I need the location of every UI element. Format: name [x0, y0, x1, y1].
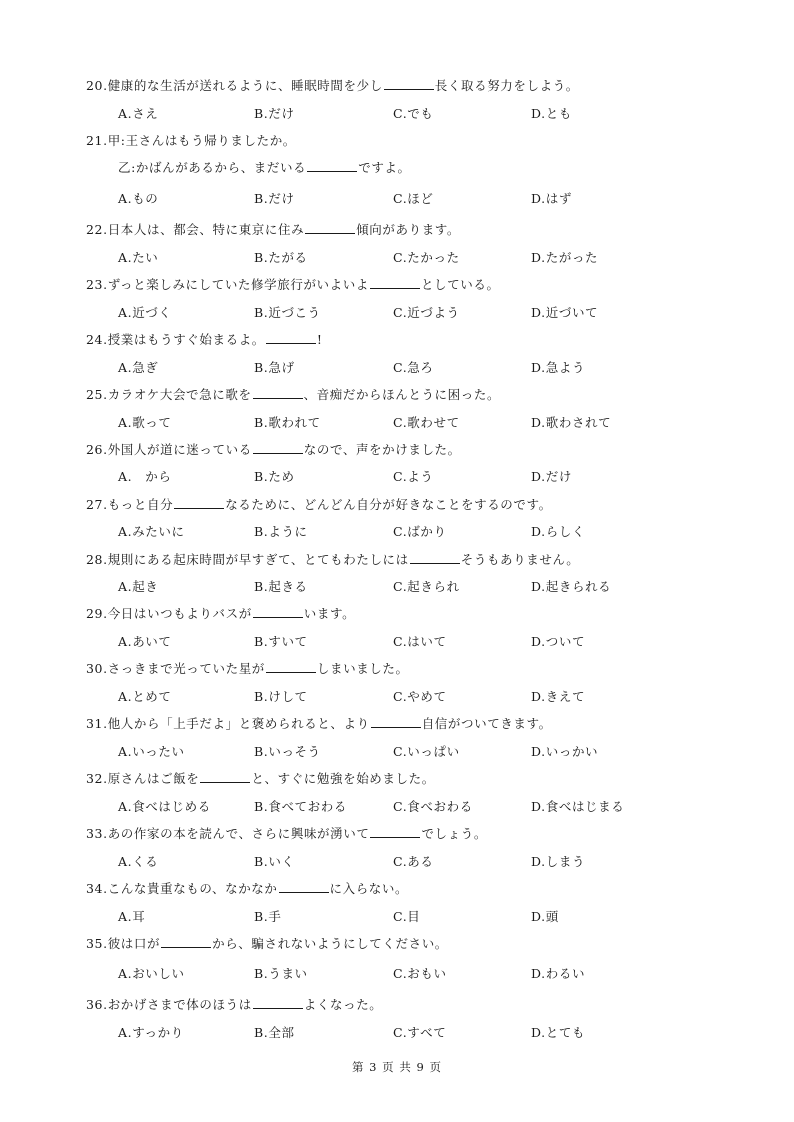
question-31: 31.他人から「上手だよ」と褒められると、より 自信がついてきます。 — [86, 716, 552, 731]
question-25: 25.カラオケ大会で急に歌を 、音痴だからほんとうに困った。 — [86, 387, 501, 402]
option-a: A. から — [118, 469, 172, 484]
option-b: B.すいて — [254, 634, 308, 649]
option-c: C.いっぱい — [393, 744, 460, 759]
option-c: C.ある — [393, 854, 434, 869]
option-d: D.とも — [531, 106, 572, 121]
question-28: 28.規則にある起床時間が早すぎて、とてもわたしには そうもありません。 — [86, 552, 580, 567]
options-23 — [118, 305, 738, 321]
answer-blank — [200, 771, 250, 783]
option-d: D.はず — [531, 191, 572, 206]
options-33 — [118, 854, 738, 870]
options-32 — [118, 799, 738, 815]
answer-blank — [266, 661, 316, 673]
option-c: C.よう — [393, 469, 434, 484]
answer-blank — [370, 826, 420, 838]
option-d: D.急よう — [531, 360, 586, 375]
option-a: A.くる — [118, 854, 159, 869]
question-23: 23.ずっと楽しみにしていた修学旅行がいよいよ としている。 — [86, 277, 500, 292]
option-b: B.手 — [254, 909, 282, 924]
option-d: D.歌わされて — [531, 415, 612, 430]
option-d: D.わるい — [531, 966, 586, 981]
answer-blank — [253, 387, 303, 399]
option-c: C.近づよう — [393, 305, 460, 320]
answer-blank — [266, 332, 316, 344]
options-29 — [118, 634, 738, 650]
option-d: D.食べはじまる — [531, 799, 625, 814]
option-a: A.おいしい — [118, 966, 185, 981]
option-c: C.やめて — [393, 689, 447, 704]
question-36: 36.おかげさまで体のほうは よくなった。 — [86, 997, 383, 1012]
option-b: B.だけ — [254, 106, 295, 121]
option-c: C.でも — [393, 106, 434, 121]
option-a: A.もの — [118, 191, 159, 206]
answer-blank — [174, 497, 224, 509]
option-a: A.食べはじめる — [118, 799, 211, 814]
options-27 — [118, 524, 738, 540]
option-c: C.起きられ — [393, 579, 460, 594]
option-b: B.近づこう — [254, 305, 321, 320]
option-c: C.たかった — [393, 250, 460, 265]
option-a: A.すっかり — [118, 1025, 184, 1040]
option-d: D.いっかい — [531, 744, 599, 759]
answer-blank — [161, 936, 211, 948]
question-26: 26.外国人が道に迷っている なので、声をかけました。 — [86, 442, 461, 457]
option-d: D.らしく — [531, 524, 586, 539]
answer-blank — [371, 716, 421, 728]
option-b: B.ように — [254, 524, 308, 539]
answer-blank — [253, 442, 303, 454]
option-c: C.すべて — [393, 1025, 447, 1040]
option-b: B.いく — [254, 854, 295, 869]
option-d: D.近づいて — [531, 305, 599, 320]
question-21-reply: 乙:かばんがあるから、まだいる ですよ。 — [118, 160, 411, 175]
question-29: 29.今日はいつもよりバスが います。 — [86, 606, 356, 621]
question-32: 32.原さんはご飯を と、すぐに勉強を始めました。 — [86, 771, 435, 786]
options-34 — [118, 909, 738, 925]
question-24: 24.授業はもうすぐ始まるよ。 ! — [86, 332, 323, 347]
option-a: A.とめて — [118, 689, 172, 704]
option-b: B.起きる — [254, 579, 308, 594]
answer-blank — [410, 552, 460, 564]
option-b: B.だけ — [254, 191, 295, 206]
option-a: A.みたいに — [118, 524, 185, 539]
option-b: B.歌われて — [254, 415, 321, 430]
answer-blank — [305, 222, 355, 234]
question-33: 33.あの作家の本を読んで、さらに興味が湧いて でしょう。 — [86, 826, 487, 841]
option-b: B.たがる — [254, 250, 308, 265]
option-c: C.目 — [393, 909, 421, 924]
option-a: A.起き — [118, 579, 159, 594]
option-d: D.だけ — [531, 469, 572, 484]
option-c: C.ほど — [393, 191, 434, 206]
option-c: C.歌わせて — [393, 415, 460, 430]
question-30: 30.さっきまで光っていた星が しまいました。 — [86, 661, 409, 676]
option-c: C.急ろ — [393, 360, 434, 375]
question-22: 22.日本人は、都会、特に東京に住み 傾向があります。 — [86, 222, 461, 237]
page-footer: 第 3 页 共 9 页 — [352, 1060, 442, 1074]
option-a: A.さえ — [118, 106, 159, 121]
question-35: 35.彼は口が から、騙されないようにしてください。 — [86, 936, 448, 951]
option-d: D.しまう — [531, 854, 586, 869]
option-a: A.耳 — [118, 909, 146, 924]
option-d: D.とても — [531, 1025, 586, 1040]
option-b: B.食べておわる — [254, 799, 347, 814]
option-b: B.全部 — [254, 1025, 295, 1040]
question-27: 27.もっと自分 なるために、どんどん自分が好きなことをするのです。 — [86, 497, 552, 512]
options-20 — [118, 106, 738, 122]
option-d: D.起きられる — [531, 579, 612, 594]
options-30 — [118, 689, 738, 705]
answer-blank — [370, 277, 420, 289]
option-d: D.ついて — [531, 634, 586, 649]
answer-blank — [307, 160, 357, 172]
answer-blank — [253, 997, 303, 1009]
question-34: 34.こんな貴重なもの、なかなか に入らない。 — [86, 881, 409, 896]
option-a: A.あいて — [118, 634, 172, 649]
question-21: 21.甲:王さんはもう帰りましたか。 — [86, 133, 296, 148]
options-36 — [118, 1025, 738, 1041]
option-d: D.たがった — [531, 250, 599, 265]
option-c: C.はいて — [393, 634, 447, 649]
option-b: B.けして — [254, 689, 308, 704]
options-22 — [118, 250, 738, 266]
options-26 — [118, 469, 738, 485]
option-b: B.うまい — [254, 966, 308, 981]
option-b: B.いっそう — [254, 744, 321, 759]
options-24 — [118, 360, 738, 376]
option-a: A.急ぎ — [118, 360, 159, 375]
options-21 — [118, 191, 738, 207]
option-c: C.食べおわる — [393, 799, 473, 814]
option-a: A.いったい — [118, 744, 185, 759]
option-c: C.ばかり — [393, 524, 447, 539]
answer-blank — [384, 78, 434, 90]
option-b: B.急げ — [254, 360, 295, 375]
answer-blank — [253, 606, 303, 618]
option-a: A.歌って — [118, 415, 172, 430]
options-31 — [118, 744, 738, 760]
options-35 — [118, 966, 738, 982]
option-d: D.頭 — [531, 909, 559, 924]
option-a: A.たい — [118, 250, 159, 265]
option-c: C.おもい — [393, 966, 447, 981]
answer-blank — [279, 881, 329, 893]
options-28 — [118, 579, 738, 595]
option-d: D.きえて — [531, 689, 586, 704]
option-a: A.近づく — [118, 305, 172, 320]
option-b: B.ため — [254, 469, 295, 484]
question-20: 20.健康的な生活が送れるように、睡眠時間を少し 長く取る努力をしよう。 — [86, 78, 579, 93]
options-25 — [118, 415, 738, 431]
